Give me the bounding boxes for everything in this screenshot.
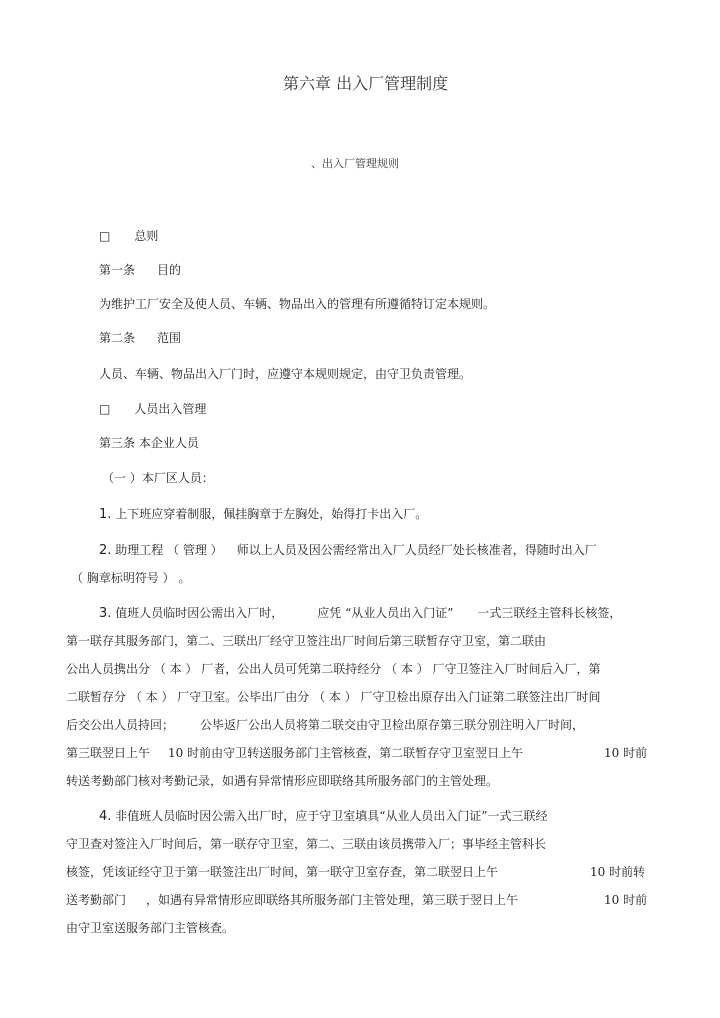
item-2-line-1 (99, 542, 597, 559)
article-1-heading (99, 262, 181, 278)
article-1-text: 为维护工厂安全及使人员、车辆、物品出入的管理有所遵循特订定本规则。 (99, 297, 496, 311)
section-heading-general: 总则 (134, 229, 159, 243)
item-text: 送考勤部门 (66, 893, 127, 907)
item-text: 公毕返厂公出人员将第二联交由守卫检出原存第三联分别注明入厂时间， (200, 718, 585, 732)
item-3-line-7: 转送考勤部门核对考勤记录，如遇有异常情形应即联络其所服务部门的主管处理。 (66, 774, 499, 788)
item-number: 4. (99, 809, 112, 824)
article-3-heading: 第三条 本企业人员 (99, 436, 199, 450)
item-text: 上下班应穿着制服，佩挂胸章于左胸处，始得打卡出入厂。 (115, 507, 428, 521)
section-subtitle: 、出入厂管理规则 (311, 157, 399, 170)
item-4-line-1 (99, 808, 548, 825)
section-personnel (99, 401, 206, 417)
item-4-line-4-end: 10 时前 (604, 893, 648, 907)
item-text: 第三联翌日上午 (66, 746, 151, 760)
section-heading-personnel: 人员出入管理 (134, 402, 207, 416)
item-text: 10 时前由守卫转送服务部门主管核查，第二联暂存守卫室翌日上午 (168, 746, 524, 760)
item-text: 师以上人员及因公需经常出入厂人员经厂处长核准者，得随时出入厂 (236, 543, 597, 557)
checkbox-bullet-icon: □ (99, 402, 111, 416)
item-text: 一式三联经主管科长核签， (477, 606, 622, 620)
item-number: 1. (99, 507, 112, 522)
item-3-line-1 (99, 605, 621, 622)
item-text: 助理工程 （ 管理 ） (115, 543, 223, 557)
item-3-line-2: 第一联存其服务部门，第二、三联出厂经守卫签注出厂时间后第三联暂存守卫室，第二联由 (66, 634, 547, 648)
item-number: 3. (99, 606, 112, 621)
section-general (99, 228, 158, 244)
item-2-line-2: （ 胸章标明符号 ） 。 (71, 571, 191, 585)
item-3-line-4: 二联暂存分 （ 本 ） 厂守卫室。公毕出厂由分 （ 本 ） 厂守卫检出原存出入门证第二联签注出厂时间 (66, 690, 601, 704)
item-text: 后交公出人员持回； (66, 718, 175, 732)
article-2-text: 人员、车辆、物品出入厂门时，应遵守本规则规定，由守卫负责管理。 (99, 367, 472, 381)
item-text: 应凭 “从业人员出入门证” (317, 606, 454, 620)
item-3-line-6 (66, 745, 523, 761)
item-4-line-5: 由守卫室送服务部门主管核查。 (66, 921, 235, 935)
checkbox-bullet-icon: □ (99, 229, 111, 243)
article-label: 第一条 (99, 263, 136, 277)
article-label: 第二条 (99, 331, 136, 345)
article-2-heading (99, 330, 181, 346)
item-number: 2. (99, 543, 112, 558)
item-text: 非值班人员临时因公需入出厂时，应于守卫室填具“从业人员出入门证”一式三联经 (115, 809, 548, 823)
item-4-line-3-end: 10 时前转 (590, 865, 646, 879)
subsection-1: （一 ）本厂区人员： (102, 471, 214, 485)
article-name: 目的 (157, 263, 182, 277)
item-3-line-6-end: 10 时前 (604, 746, 648, 760)
item-3-line-5 (66, 717, 584, 733)
item-text: ，如遇有异常情形应即联络其所服务部门主管处理，第三联于翌日上午 (146, 893, 519, 907)
item-4-line-4 (66, 892, 518, 908)
item-3-line-3: 公出人员携出分 （ 本 ） 厂者，公出人员可凭第二联持经分 （ 本 ） 厂守卫签注入厂时间后入厂，第 (66, 662, 601, 676)
item-4-line-3: 核签，凭该证经守卫于第一联签注出厂时间，第一联守卫室存查，第二联翌日上午 (66, 865, 499, 879)
article-name: 范围 (157, 331, 182, 345)
item-4-line-2: 守卫查对签注入厂时间后，第一联存守卫室，第二、三联由该员携带入厂；事毕经主管科长 (66, 837, 547, 851)
page-title: 第六章 出入厂管理制度 (283, 74, 449, 93)
item-text: 值班人员临时因公需出入厂时， (115, 606, 284, 620)
item-1 (99, 506, 427, 523)
